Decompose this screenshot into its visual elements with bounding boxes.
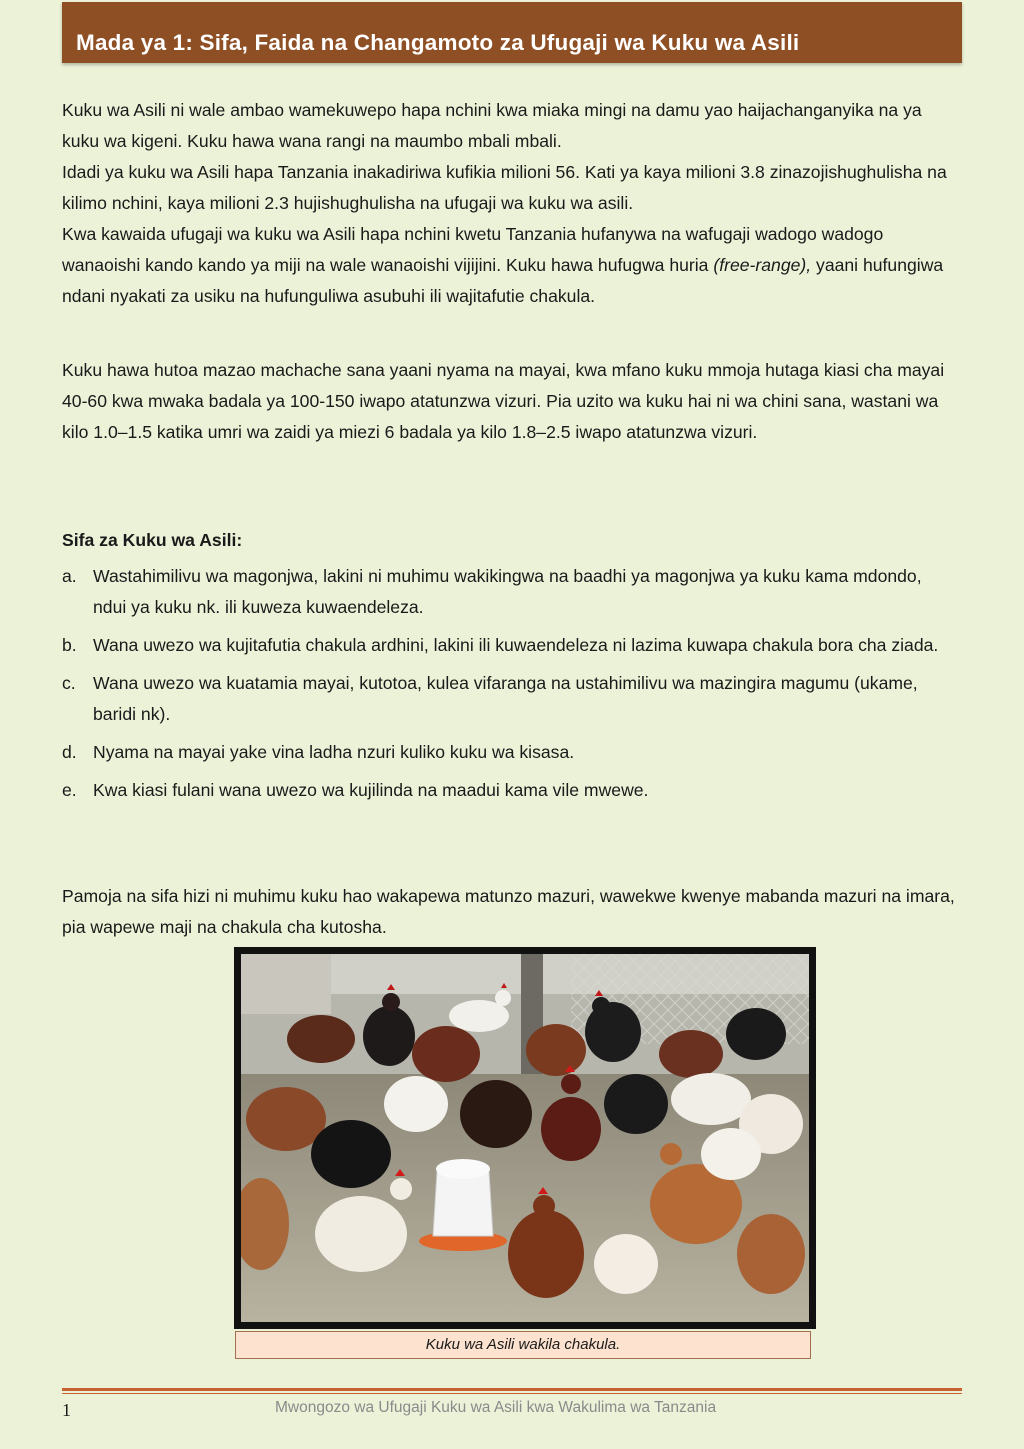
traits-list <box>62 561 952 813</box>
footer-divider-thick <box>62 1388 962 1391</box>
list-item-text: Wana uwezo wa kuatamia mayai, kutotoa, kulea vifaranga na ustahimilivu wa mazingira magumu (ukame, baridi nk). <box>93 673 918 724</box>
list-item <box>62 630 952 661</box>
chapter-title: Mada ya 1: Sifa, Faida na Changamoto za Ufugaji wa Kuku wa Asili <box>76 30 800 55</box>
closing-paragraph: Pamoja na sifa hizi ni muhimu kuku hao wakapewa matunzo mazuri, wawekwe kwenye mabanda mazuri na imara, pia wapewe maji na chakula cha kutosha. <box>62 886 955 937</box>
photo-caption: Kuku wa Asili wakila chakula. <box>235 1331 811 1359</box>
list-item <box>62 775 952 806</box>
intro-paragraph-3 <box>62 219 962 312</box>
intro-paragraph-1: Kuku wa Asili ni wale ambao wamekuwepo hapa nchini kwa miaka mingi na damu yao haijachanganyika na ya kuku wa kigeni. Kuku hawa wana rangi na maumbo mbali mbali. <box>62 100 922 151</box>
footer-divider-thin <box>62 1393 962 1394</box>
list-marker: e. <box>62 780 77 800</box>
chapter-header-bar <box>62 2 962 63</box>
list-item-text: Wana uwezo wa kujitafutia chakula ardhini, lakini ili kuwaendeleza ni lazima kuwapa chakula bora cha ziada. <box>93 635 939 655</box>
closing-section <box>62 881 962 943</box>
list-item <box>62 668 952 730</box>
page-number: 1 <box>62 1400 71 1420</box>
list-marker: a. <box>62 566 77 586</box>
list-marker: d. <box>62 742 77 762</box>
production-section <box>62 355 962 448</box>
list-marker: b. <box>62 635 77 655</box>
list-item-text: Kwa kiasi fulani wana uwezo wa kujilinda na maadui kama vile mwewe. <box>93 780 649 800</box>
list-item <box>62 737 952 768</box>
footer-text: Mwongozo wa Ufugaji Kuku wa Asili kwa Wakulima wa Tanzania <box>275 1399 717 1416</box>
free-range-term: (free-range), <box>713 255 812 275</box>
intro-paragraph-2: Idadi ya kuku wa Asili hapa Tanzania inakadiriwa kufikia milioni 56. Kati ya kaya milioni 3.8 zinazojishughulisha na kilimo nchini, kaya milioni 2.3 hujishughulisha na ufugaji wa kuku wa asili. <box>62 162 947 213</box>
list-item <box>62 561 952 623</box>
chickens-photo <box>234 947 816 1329</box>
intro-section <box>62 95 962 312</box>
intro-paragraph-3-end: yaani hufungiwa ndani nyakati za usiku na hufunguliwa asubuhi ili wajitafutie chakula. <box>62 255 944 306</box>
list-item-text: Wastahimilivu wa magonjwa, lakini ni muhimu wakikingwa na baadhi ya magonjwa ya kuku kama mdondo, ndui ya kuku nk. ili kuweza kuwaendeleza. <box>93 566 922 617</box>
production-paragraph: Kuku hawa hutoa mazao machache sana yaani nyama na mayai, kwa mfano kuku mmoja hutaga kiasi cha mayai 40-60 kwa mwaka badala ya 100-150 iwapo atatunzwa vizuri. Pia uzito wa kuku hai ni wa chini sana, wastani wa kilo 1.0–1.5 katika umri wa zaidi ya miezi 6 badala ya kilo 1.8–2.5 iwapo atatunzwa vizuri. <box>62 360 945 442</box>
chickens-illustration <box>241 954 809 1322</box>
list-item-text: Nyama na mayai yake vina ladha nzuri kuliko kuku wa kisasa. <box>93 742 575 762</box>
traits-heading: Sifa za Kuku wa Asili: <box>62 530 243 550</box>
intro-paragraph-3-start: Kwa kawaida ufugaji wa kuku wa Asili hapa nchini kwetu Tanzania hufanywa na wafugaji wadogo wadogo wanaoishi kando kando ya miji na wale wanaoishi vijijini. Kuku hawa hufugwa huria <box>62 224 884 275</box>
list-marker: c. <box>62 673 76 693</box>
